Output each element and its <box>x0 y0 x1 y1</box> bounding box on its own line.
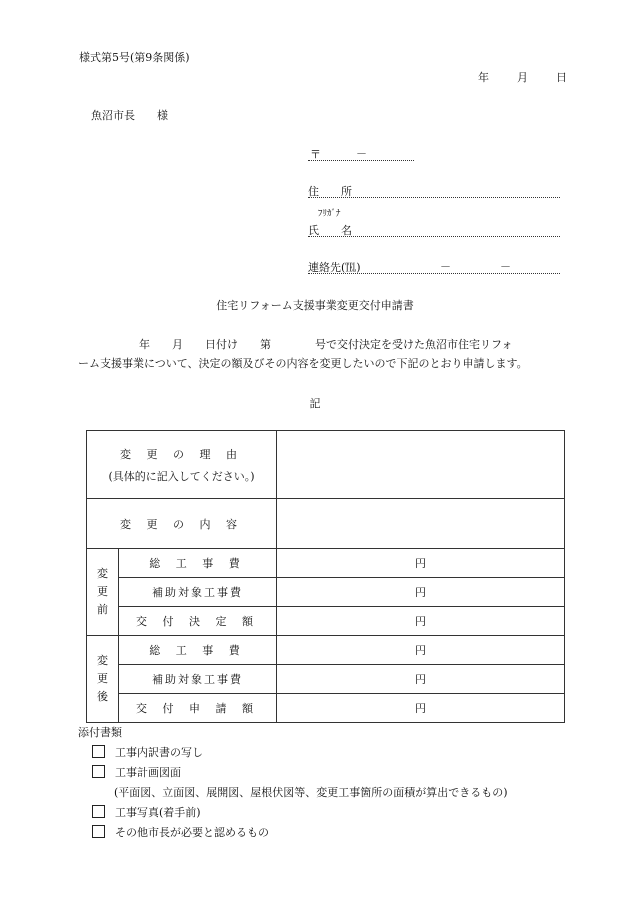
attachment-label: その他市長が必要と認めるもの <box>115 826 269 839</box>
checkbox[interactable] <box>92 825 105 838</box>
body-line-2: ーム支援事業について、決定の額及びその内容を変更したいので下記のとおり申請します。 <box>78 357 528 370</box>
before-char: 変 <box>97 567 108 580</box>
attachments-heading: 添付書類 <box>78 726 122 739</box>
address-label: 住 所 <box>308 185 352 198</box>
attachment-item[interactable] <box>92 764 181 780</box>
attachment-note: (平面図、立面図、展開図、屋根伏図等、変更工事箇所の面積が算出できるもの) <box>114 786 508 799</box>
form-number: 様式第5号(第9条関係) <box>79 51 190 64</box>
after-group-label <box>87 636 119 723</box>
ki-marker: 記 <box>309 397 321 410</box>
content-row <box>87 499 565 549</box>
change-table <box>86 430 565 723</box>
reason-row <box>87 431 565 499</box>
before-row <box>87 578 565 607</box>
furigana-label: ﾌﾘｶﾞﾅ <box>318 209 341 219</box>
reason-input[interactable] <box>277 431 565 499</box>
attachment-item[interactable] <box>92 804 201 820</box>
before-amount[interactable]: 円 <box>277 549 565 578</box>
postal-mark: 〒 <box>310 148 321 161</box>
after-row <box>87 665 565 694</box>
reason-note: (具体的に記入してください。) <box>108 469 255 483</box>
address-field[interactable] <box>308 197 560 198</box>
contact-dash-2: － <box>500 260 511 273</box>
reason-label-cell <box>87 431 277 499</box>
postal-dash: － <box>356 147 367 160</box>
attachment-label: 工事内訳書の写し <box>115 746 203 759</box>
before-group-label <box>87 549 119 636</box>
after-amount[interactable]: 円 <box>277 694 565 723</box>
attachment-item[interactable] <box>92 824 269 840</box>
before-label: 交 付 決 定 額 <box>119 607 277 636</box>
name-field[interactable] <box>308 236 560 237</box>
date-line: 年 月 日 <box>478 71 569 84</box>
before-amount[interactable]: 円 <box>277 578 565 607</box>
content-label: 変 更 の 内 容 <box>87 499 277 549</box>
addressee: 魚沼市長 様 <box>91 109 168 122</box>
before-char: 前 <box>97 603 108 616</box>
content-input[interactable] <box>277 499 565 549</box>
reason-label: 変 更 の 理 由 <box>120 447 243 461</box>
postal-field[interactable] <box>308 160 414 161</box>
checkbox[interactable] <box>92 745 105 758</box>
after-row <box>87 694 565 723</box>
before-row <box>87 607 565 636</box>
contact-dash-1: － <box>440 260 451 273</box>
attachment-label: 工事計画図面 <box>115 766 181 779</box>
contact-field[interactable] <box>308 273 560 274</box>
document-title: 住宅リフォーム支援事業変更交付申請書 <box>216 299 414 312</box>
after-char: 変 <box>97 654 108 667</box>
attachment-item[interactable] <box>92 744 203 760</box>
before-label: 補助対象工事費 <box>119 578 277 607</box>
before-char: 更 <box>97 585 108 598</box>
after-amount[interactable]: 円 <box>277 636 565 665</box>
body-line-1: 年 月 日付け 第 号で交付決定を受けた魚沼市住宅リフォ <box>139 338 513 351</box>
before-amount[interactable]: 円 <box>277 607 565 636</box>
contact-label: 連絡先(℡) <box>308 261 361 274</box>
name-label: 氏 名 <box>308 224 352 237</box>
after-label: 交 付 申 請 額 <box>119 694 277 723</box>
after-row <box>87 636 565 665</box>
before-label: 総 工 事 費 <box>119 549 277 578</box>
checkbox[interactable] <box>92 805 105 818</box>
checkbox[interactable] <box>92 765 105 778</box>
after-label: 補助対象工事費 <box>119 665 277 694</box>
after-char: 更 <box>97 672 108 685</box>
after-label: 総 工 事 費 <box>119 636 277 665</box>
before-row <box>87 549 565 578</box>
attachment-label: 工事写真(着手前) <box>115 806 201 819</box>
after-char: 後 <box>97 690 108 703</box>
after-amount[interactable]: 円 <box>277 665 565 694</box>
